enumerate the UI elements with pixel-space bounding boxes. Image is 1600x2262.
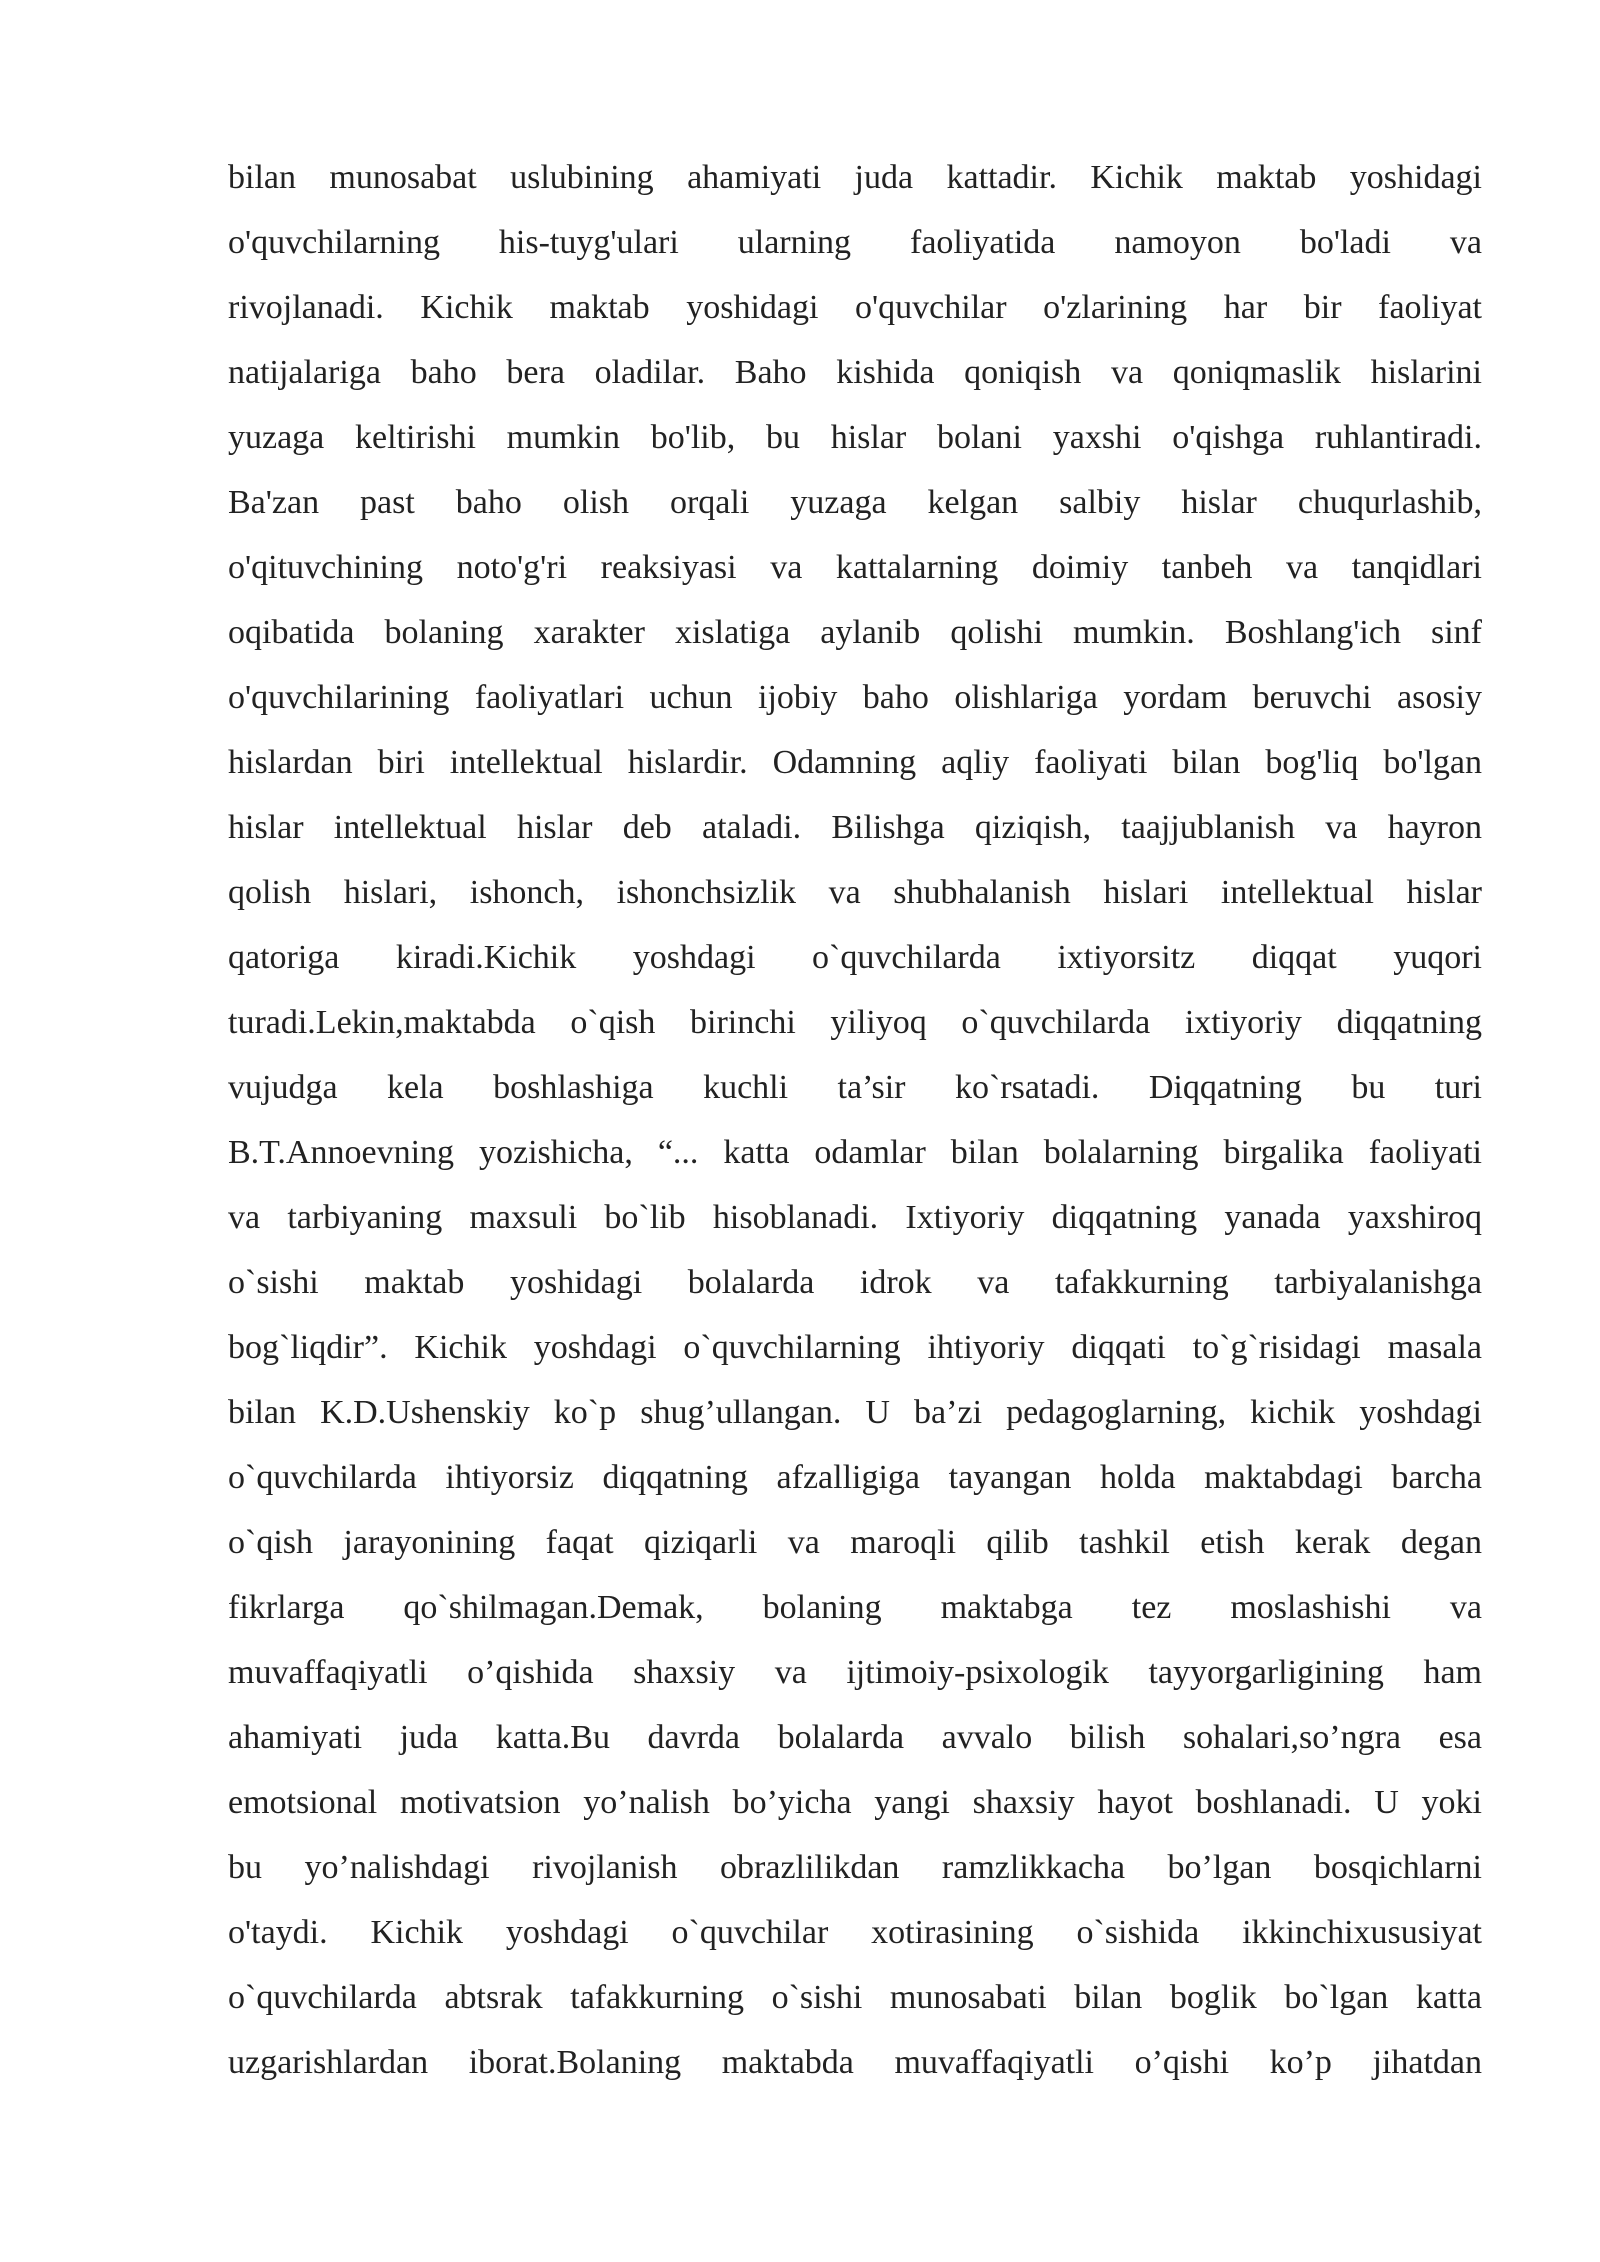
text-line: turadi.Lekin,maktabda o`qish birinchi yiliyoq o`quvchilarda ixtiyoriy diqqatning — [228, 1004, 1482, 1041]
text-line: o'taydi. Kichik yoshdagi o`quvchilar xotirasining o`sishida ikkinchixususiyat — [228, 1914, 1482, 1951]
text-line: natijalariga baho bera oladilar. Baho kishida qoniqish va qoniqmaslik hislarini — [228, 354, 1482, 391]
text-line: va tarbiyaning maxsuli bo`lib hisoblanadi. Ixtiyoriy diqqatning yanada yaxshiroq — [228, 1199, 1482, 1236]
text-line: emotsional motivatsion yo’nalish bo’yicha yangi shaxsiy hayot boshlanadi. U yoki — [228, 1784, 1482, 1821]
text-line: oqibatida bolaning xarakter xislatiga aylanib qolishi mumkin. Boshlang'ich sinf — [228, 614, 1482, 651]
text-line: o'quvchilarining faoliyatlari uchun ijobiy baho olishlariga yordam beruvchi asosiy — [228, 679, 1482, 716]
text-line: o'qituvchining noto'g'ri reaksiyasi va kattalarning doimiy tanbeh va tanqidlari — [228, 549, 1482, 586]
text-line: ahamiyati juda katta.Bu davrda bolalarda avvalo bilish sohalari,so’ngra esa — [228, 1719, 1482, 1756]
text-line: o'quvchilarning his-tuyg'ulari ularning faoliyatida namoyon bo'ladi va — [228, 224, 1482, 261]
text-line: muvaffaqiyatli o’qishida shaxsiy va ijtimoiy-psixologik tayyorgarligining ham — [228, 1654, 1482, 1691]
text-line: hislardan biri intellektual hislardir. Odamning aqliy faoliyati bilan bog'liq bo'lgan — [228, 744, 1482, 781]
text-line: qolish hislari, ishonch, ishonchsizlik va shubhalanish hislari intellektual hislar — [228, 874, 1482, 911]
text-line: hislar intellektual hislar deb ataladi. Bilishga qiziqish, taajjublanish va hayron — [228, 809, 1482, 846]
text-line: uzgarishlardan iborat.Bolaning maktabda muvaffaqiyatli o’qishi ko’p jihatdan — [228, 2044, 1482, 2081]
text-line: qatoriga kiradi.Kichik yoshdagi o`quvchilarda ixtiyorsitz diqqat yuqori — [228, 939, 1482, 976]
text-line: bu yo’nalishdagi rivojlanish obrazlilikdan ramzlikkacha bo’lgan bosqichlarni — [228, 1849, 1482, 1886]
text-line: B.T.Annoevning yozishicha, “... katta odamlar bilan bolalarning birgalika faoliyati — [228, 1134, 1482, 1171]
text-line: rivojlanadi. Kichik maktab yoshidagi o'quvchilar o'zlarining har bir faoliyat — [228, 289, 1482, 326]
text-line: fikrlarga qo`shilmagan.Demak, bolaning maktabga tez moslashishi va — [228, 1589, 1482, 1626]
text-line: Ba'zan past baho olish orqali yuzaga kelgan salbiy hislar chuqurlashib, — [228, 484, 1482, 521]
text-line: vujudga kela boshlashiga kuchli ta’sir ko`rsatadi. Diqqatning bu turi — [228, 1069, 1482, 1106]
text-line: o`quvchilarda abtsrak tafakkurning o`sishi munosabati bilan boglik bo`lgan katta — [228, 1979, 1482, 2016]
body-text — [228, 145, 1482, 2095]
text-line: o`qish jarayonining faqat qiziqarli va maroqli qilib tashkil etish kerak degan — [228, 1524, 1482, 1561]
text-line: bilan munosabat uslubining ahamiyati juda kattadir. Kichik maktab yoshidagi — [228, 159, 1482, 196]
text-line: yuzaga keltirishi mumkin bo'lib, bu hislar bolani yaxshi o'qishga ruhlantiradi. — [228, 419, 1482, 456]
text-line: o`quvchilarda ihtiyorsiz diqqatning afzalligiga tayangan holda maktabdagi barcha — [228, 1459, 1482, 1496]
text-line: bog`liqdir”. Kichik yoshdagi o`quvchilarning ihtiyoriy diqqati to`g`risidagi masala — [228, 1329, 1482, 1366]
text-line: o`sishi maktab yoshidagi bolalarda idrok va tafakkurning tarbiyalanishga — [228, 1264, 1482, 1301]
text-line: bilan K.D.Ushenskiy ko`p shug’ullangan. U ba’zi pedagoglarning, kichik yoshdagi — [228, 1394, 1482, 1431]
